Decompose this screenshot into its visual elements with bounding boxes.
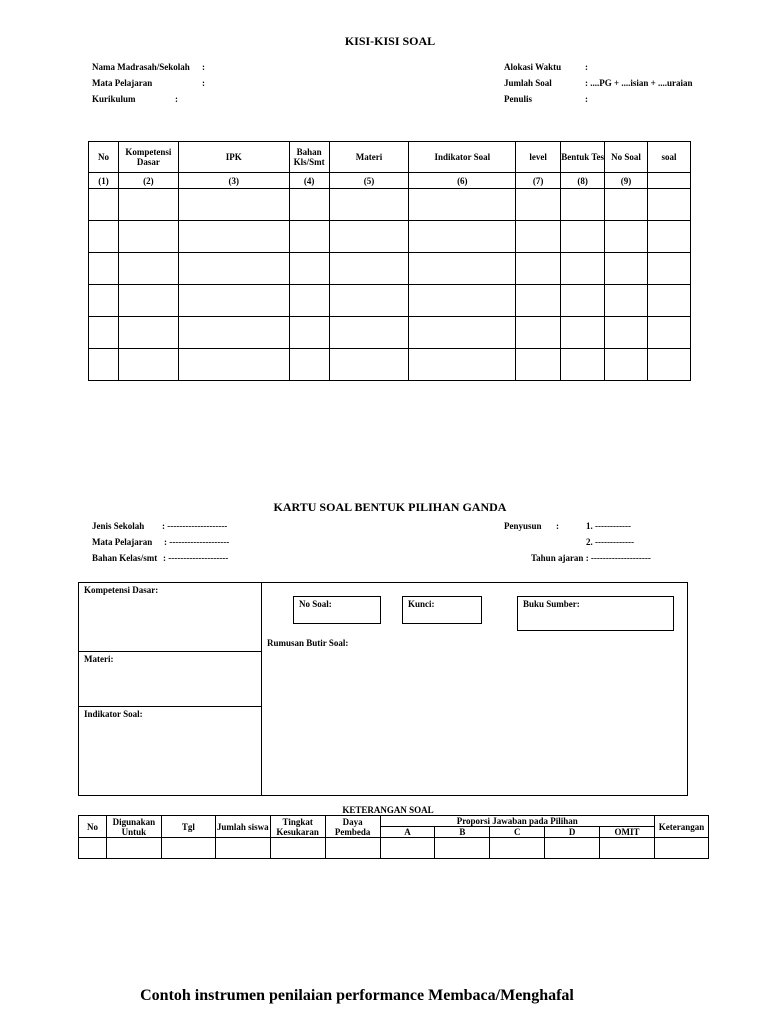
- table-cell[interactable]: [605, 349, 648, 381]
- table-cell[interactable]: [648, 189, 691, 221]
- table-cell[interactable]: [329, 317, 409, 349]
- table-cell[interactable]: [89, 349, 119, 381]
- table-cell[interactable]: [289, 317, 329, 349]
- kartu-penyusun-label: Penyusun: [504, 521, 542, 531]
- kartu-field-jenis-sekolah-value: : --------------------: [162, 521, 228, 531]
- table-cell[interactable]: [561, 349, 605, 381]
- table-cell[interactable]: [605, 317, 648, 349]
- table-cell[interactable]: [329, 253, 409, 285]
- col-header-no: No: [89, 142, 119, 173]
- kartu-tahun-ajaran: Tahun ajaran : --------------------: [531, 553, 651, 563]
- table-cell[interactable]: [178, 189, 289, 221]
- table-cell[interactable]: [516, 253, 561, 285]
- table-cell[interactable]: [289, 221, 329, 253]
- table-row: [79, 838, 709, 859]
- table-cell[interactable]: [561, 317, 605, 349]
- col-number: (4): [289, 173, 329, 189]
- table-cell[interactable]: [89, 189, 119, 221]
- table-cell[interactable]: [409, 253, 516, 285]
- table-cell[interactable]: [89, 285, 119, 317]
- ket-header-tgl: Tgl: [161, 816, 215, 838]
- table-cell[interactable]: [409, 189, 516, 221]
- col-header-bentuk-tes: Bentuk Tes: [561, 142, 605, 173]
- table-cell[interactable]: [289, 349, 329, 381]
- keterangan-title: KETERANGAN SOAL: [342, 805, 434, 815]
- kartu-title: KARTU SOAL BENTUK PILIHAN GANDA: [273, 500, 507, 514]
- kisi-field-alokasi-waktu-value: :: [585, 62, 588, 72]
- kunci-box[interactable]: [402, 596, 482, 624]
- table-cell[interactable]: [648, 253, 691, 285]
- keterangan-table: [78, 815, 709, 859]
- col-number: (5): [329, 173, 409, 189]
- table-cell[interactable]: [516, 285, 561, 317]
- col-number: [648, 173, 691, 189]
- table-cell[interactable]: [118, 253, 178, 285]
- col-number: (9): [605, 173, 648, 189]
- table-cell[interactable]: [329, 349, 409, 381]
- table-cell[interactable]: [516, 221, 561, 253]
- table-cell[interactable]: [161, 838, 215, 859]
- table-row: [89, 349, 691, 381]
- col-header-indikator-soal: Indikator Soal: [409, 142, 516, 173]
- table-cell[interactable]: [409, 285, 516, 317]
- table-cell[interactable]: [516, 349, 561, 381]
- table-cell[interactable]: [648, 285, 691, 317]
- col-header-soal: soal: [648, 142, 691, 173]
- kisi-table: [88, 141, 691, 381]
- kisi-field-penulis: Penulis: [504, 94, 533, 104]
- buku-sumber-label: Buku Sumber:: [523, 599, 580, 609]
- table-cell[interactable]: [605, 189, 648, 221]
- kisi-field-penulis-value: :: [585, 94, 588, 104]
- table-row: [89, 285, 691, 317]
- table-cell[interactable]: [89, 221, 119, 253]
- kunci-label: Kunci:: [408, 599, 435, 609]
- table-cell[interactable]: [648, 317, 691, 349]
- field-label: Nama Madrasah/Sekolah: [92, 62, 190, 72]
- col-number: (1): [89, 173, 119, 189]
- kartu-field-mata-pelajaran-value: : --------------------: [164, 537, 230, 547]
- table-cell[interactable]: [648, 349, 691, 381]
- ket-header-proporsi: Proporsi Jawaban pada Pilihan: [380, 816, 654, 827]
- no-soal-box[interactable]: [293, 596, 381, 624]
- kisi-field-mata-pelajaran-value: :: [202, 78, 205, 88]
- table-cell[interactable]: [89, 253, 119, 285]
- table-cell[interactable]: [516, 189, 561, 221]
- table-cell[interactable]: [561, 285, 605, 317]
- col-header-no-soal: No Soal: [605, 142, 648, 173]
- kartu-field-jenis-sekolah: Jenis Sekolah: [92, 521, 145, 531]
- table-cell[interactable]: [648, 221, 691, 253]
- table-cell[interactable]: [561, 253, 605, 285]
- table-cell[interactable]: [118, 285, 178, 317]
- table-cell[interactable]: [409, 221, 516, 253]
- kisi-field-jumlah-soal: Jumlah Soal: [504, 78, 552, 88]
- kisi-field-mata-pelajaran: Mata Pelajaran: [92, 78, 153, 88]
- table-cell[interactable]: [270, 838, 325, 859]
- ket-option-a: A: [380, 827, 435, 838]
- kisi-title: KISI-KISI SOAL: [344, 34, 436, 48]
- table-cell[interactable]: [118, 189, 178, 221]
- kartu-field-bahan-kelas: Bahan Kelas/smt: [92, 553, 158, 563]
- kisi-field-kurikulum-value: :: [175, 94, 178, 104]
- ket-option-b: B: [435, 827, 490, 838]
- table-cell[interactable]: [545, 838, 600, 859]
- table-cell[interactable]: [605, 253, 648, 285]
- table-cell[interactable]: [215, 838, 270, 859]
- table-cell[interactable]: [561, 189, 605, 221]
- kisi-field-alokasi-waktu: Alokasi Waktu: [504, 62, 562, 72]
- table-cell[interactable]: [605, 285, 648, 317]
- table-cell[interactable]: [106, 838, 161, 859]
- ket-header-no: No: [79, 816, 107, 838]
- table-cell[interactable]: [435, 838, 490, 859]
- col-number: (3): [178, 173, 289, 189]
- table-cell[interactable]: [654, 838, 708, 859]
- table-cell[interactable]: [178, 221, 289, 253]
- table-cell[interactable]: [118, 349, 178, 381]
- table-cell[interactable]: [380, 838, 435, 859]
- col-header-ipk: IPK: [178, 142, 289, 173]
- col-number: (2): [118, 173, 178, 189]
- kartu-field-bahan-kelas-value: : --------------------: [163, 553, 229, 563]
- col-header-level: level: [516, 142, 561, 173]
- col-header-kompetensi-dasar: Kompetensi Dasar: [118, 142, 178, 173]
- ket-option-omit: OMIT: [600, 827, 655, 838]
- ket-header-jumlah-siswa: Jumlah siswa: [215, 816, 270, 838]
- table-cell[interactable]: [289, 285, 329, 317]
- table-cell[interactable]: [409, 349, 516, 381]
- col-header-materi: Materi: [329, 142, 409, 173]
- table-cell[interactable]: [329, 189, 409, 221]
- table-cell[interactable]: [79, 838, 107, 859]
- kisi-field-jumlah-soal-value: : ....PG + ....isian + ....uraian: [585, 78, 693, 88]
- ket-header-tingkat-kesukaran: Tingkat Kesukaran: [270, 816, 325, 838]
- no-soal-label: No Soal:: [299, 599, 332, 609]
- table-cell[interactable]: [490, 838, 545, 859]
- materi-label: Materi:: [84, 654, 114, 664]
- table-cell[interactable]: [600, 838, 655, 859]
- table-cell[interactable]: [329, 285, 409, 317]
- footer-title: Contoh instrumen penilaian performance Membaca/Menghafal: [140, 987, 574, 1004]
- table-cell[interactable]: [561, 221, 605, 253]
- kartu-penyusun-colon: :: [556, 521, 559, 531]
- table-row: [89, 253, 691, 285]
- kartu-penyusun-1: 1. ------------: [586, 521, 631, 531]
- kartu-field-mata-pelajaran: Mata Pelajaran: [92, 537, 153, 547]
- buku-sumber-box[interactable]: [517, 596, 674, 631]
- ket-header-daya-pembeda: Daya Pembeda: [325, 816, 380, 838]
- table-cell[interactable]: [516, 317, 561, 349]
- table-cell[interactable]: [289, 189, 329, 221]
- ket-option-c: C: [490, 827, 545, 838]
- kisi-field-nama-madrasah: [92, 62, 190, 72]
- kisi-field-kurikulum: Kurikulum: [92, 94, 136, 104]
- ket-header-digunakan-untuk: Digunakan Untuk: [106, 816, 161, 838]
- table-cell[interactable]: [89, 317, 119, 349]
- table-cell[interactable]: [605, 221, 648, 253]
- table-row: [89, 189, 691, 221]
- table-cell[interactable]: [325, 838, 380, 859]
- table-cell[interactable]: [178, 349, 289, 381]
- table-cell[interactable]: [178, 317, 289, 349]
- col-header-bahan: Bahan Kls/Smt: [289, 142, 329, 173]
- kompetensi-dasar-label: Kompetensi Dasar:: [84, 585, 159, 595]
- ket-option-d: D: [545, 827, 600, 838]
- table-cell[interactable]: [409, 317, 516, 349]
- col-number: (8): [561, 173, 605, 189]
- indikator-soal-label: Indikator Soal:: [84, 709, 143, 719]
- rumusan-butir-soal-label: Rumusan Butir Soal:: [267, 638, 349, 648]
- kisi-field-nama-madrasah-value: :: [202, 62, 205, 72]
- table-row: [89, 221, 691, 253]
- ket-header-keterangan: Keterangan: [654, 816, 708, 838]
- table-cell[interactable]: [178, 285, 289, 317]
- table-cell[interactable]: [118, 221, 178, 253]
- kartu-penyusun-2: 2. -------------: [586, 537, 634, 547]
- col-number: (6): [409, 173, 516, 189]
- table-row: [89, 317, 691, 349]
- table-cell[interactable]: [329, 221, 409, 253]
- table-cell[interactable]: [118, 317, 178, 349]
- table-cell[interactable]: [289, 253, 329, 285]
- table-cell[interactable]: [178, 253, 289, 285]
- col-number: (7): [516, 173, 561, 189]
